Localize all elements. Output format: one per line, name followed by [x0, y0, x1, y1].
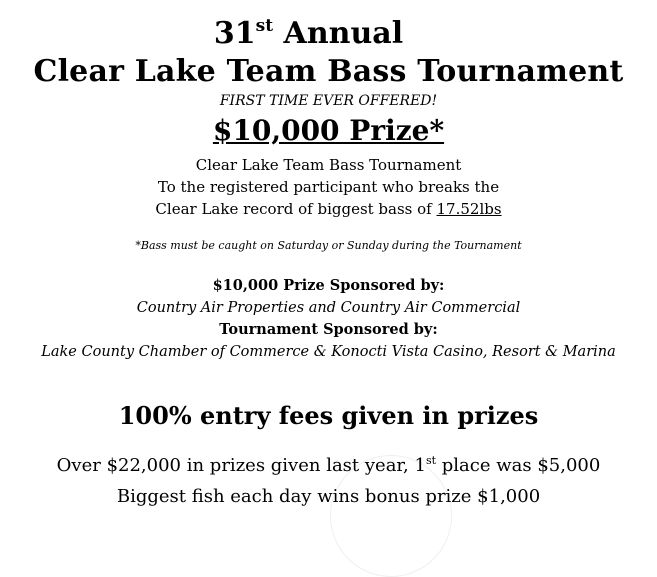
last-year-suffix: st: [425, 454, 437, 467]
prize-sponsor-label: $10,000 Prize Sponsored by:: [212, 277, 445, 294]
last-year-prizes: [0, 449, 657, 478]
biggest-fish-bonus: Biggest fish each day wins bonus prize $1,000: [116, 486, 541, 507]
tournament-title-line1: [0, 6, 657, 54]
tournament-sponsor-names: Lake County Chamber of Commerce & Konocti Vista Casino, Resort & Marina: [41, 344, 616, 360]
prize-sponsor-names: Country Air Properties and Country Air Commercial: [136, 300, 521, 316]
record-weight: 17.52lbs: [436, 200, 502, 218]
prize-footnote: *Bass must be caught on Saturday or Sunday during the Tournament: [135, 239, 522, 252]
record-prefix: Clear Lake record of biggest bass of: [155, 200, 432, 218]
first-time-banner: FIRST TIME EVER OFFERED!: [219, 93, 438, 109]
title-rest: Annual: [283, 16, 404, 51]
title-suffix: st: [255, 16, 274, 36]
last-year-prefix: Over $22,000 in prizes given last year, 1: [56, 455, 426, 476]
entry-fees-heading: 100% entry fees given in prizes: [118, 401, 539, 430]
prize-detail-line2: To the registered participant who breaks the: [157, 178, 500, 196]
prize-heading: $10,000 Prize*: [212, 114, 445, 147]
tournament-sponsor-label: Tournament Sponsored by:: [219, 321, 438, 338]
last-year-rest: place was $5,000: [436, 455, 601, 476]
title-number: 31: [213, 16, 256, 51]
prize-detail-line1: Clear Lake Team Bass Tournament: [195, 156, 462, 174]
prize-detail-line3: [0, 199, 657, 220]
tournament-title-line2: Clear Lake Team Bass Tournament: [33, 54, 624, 89]
